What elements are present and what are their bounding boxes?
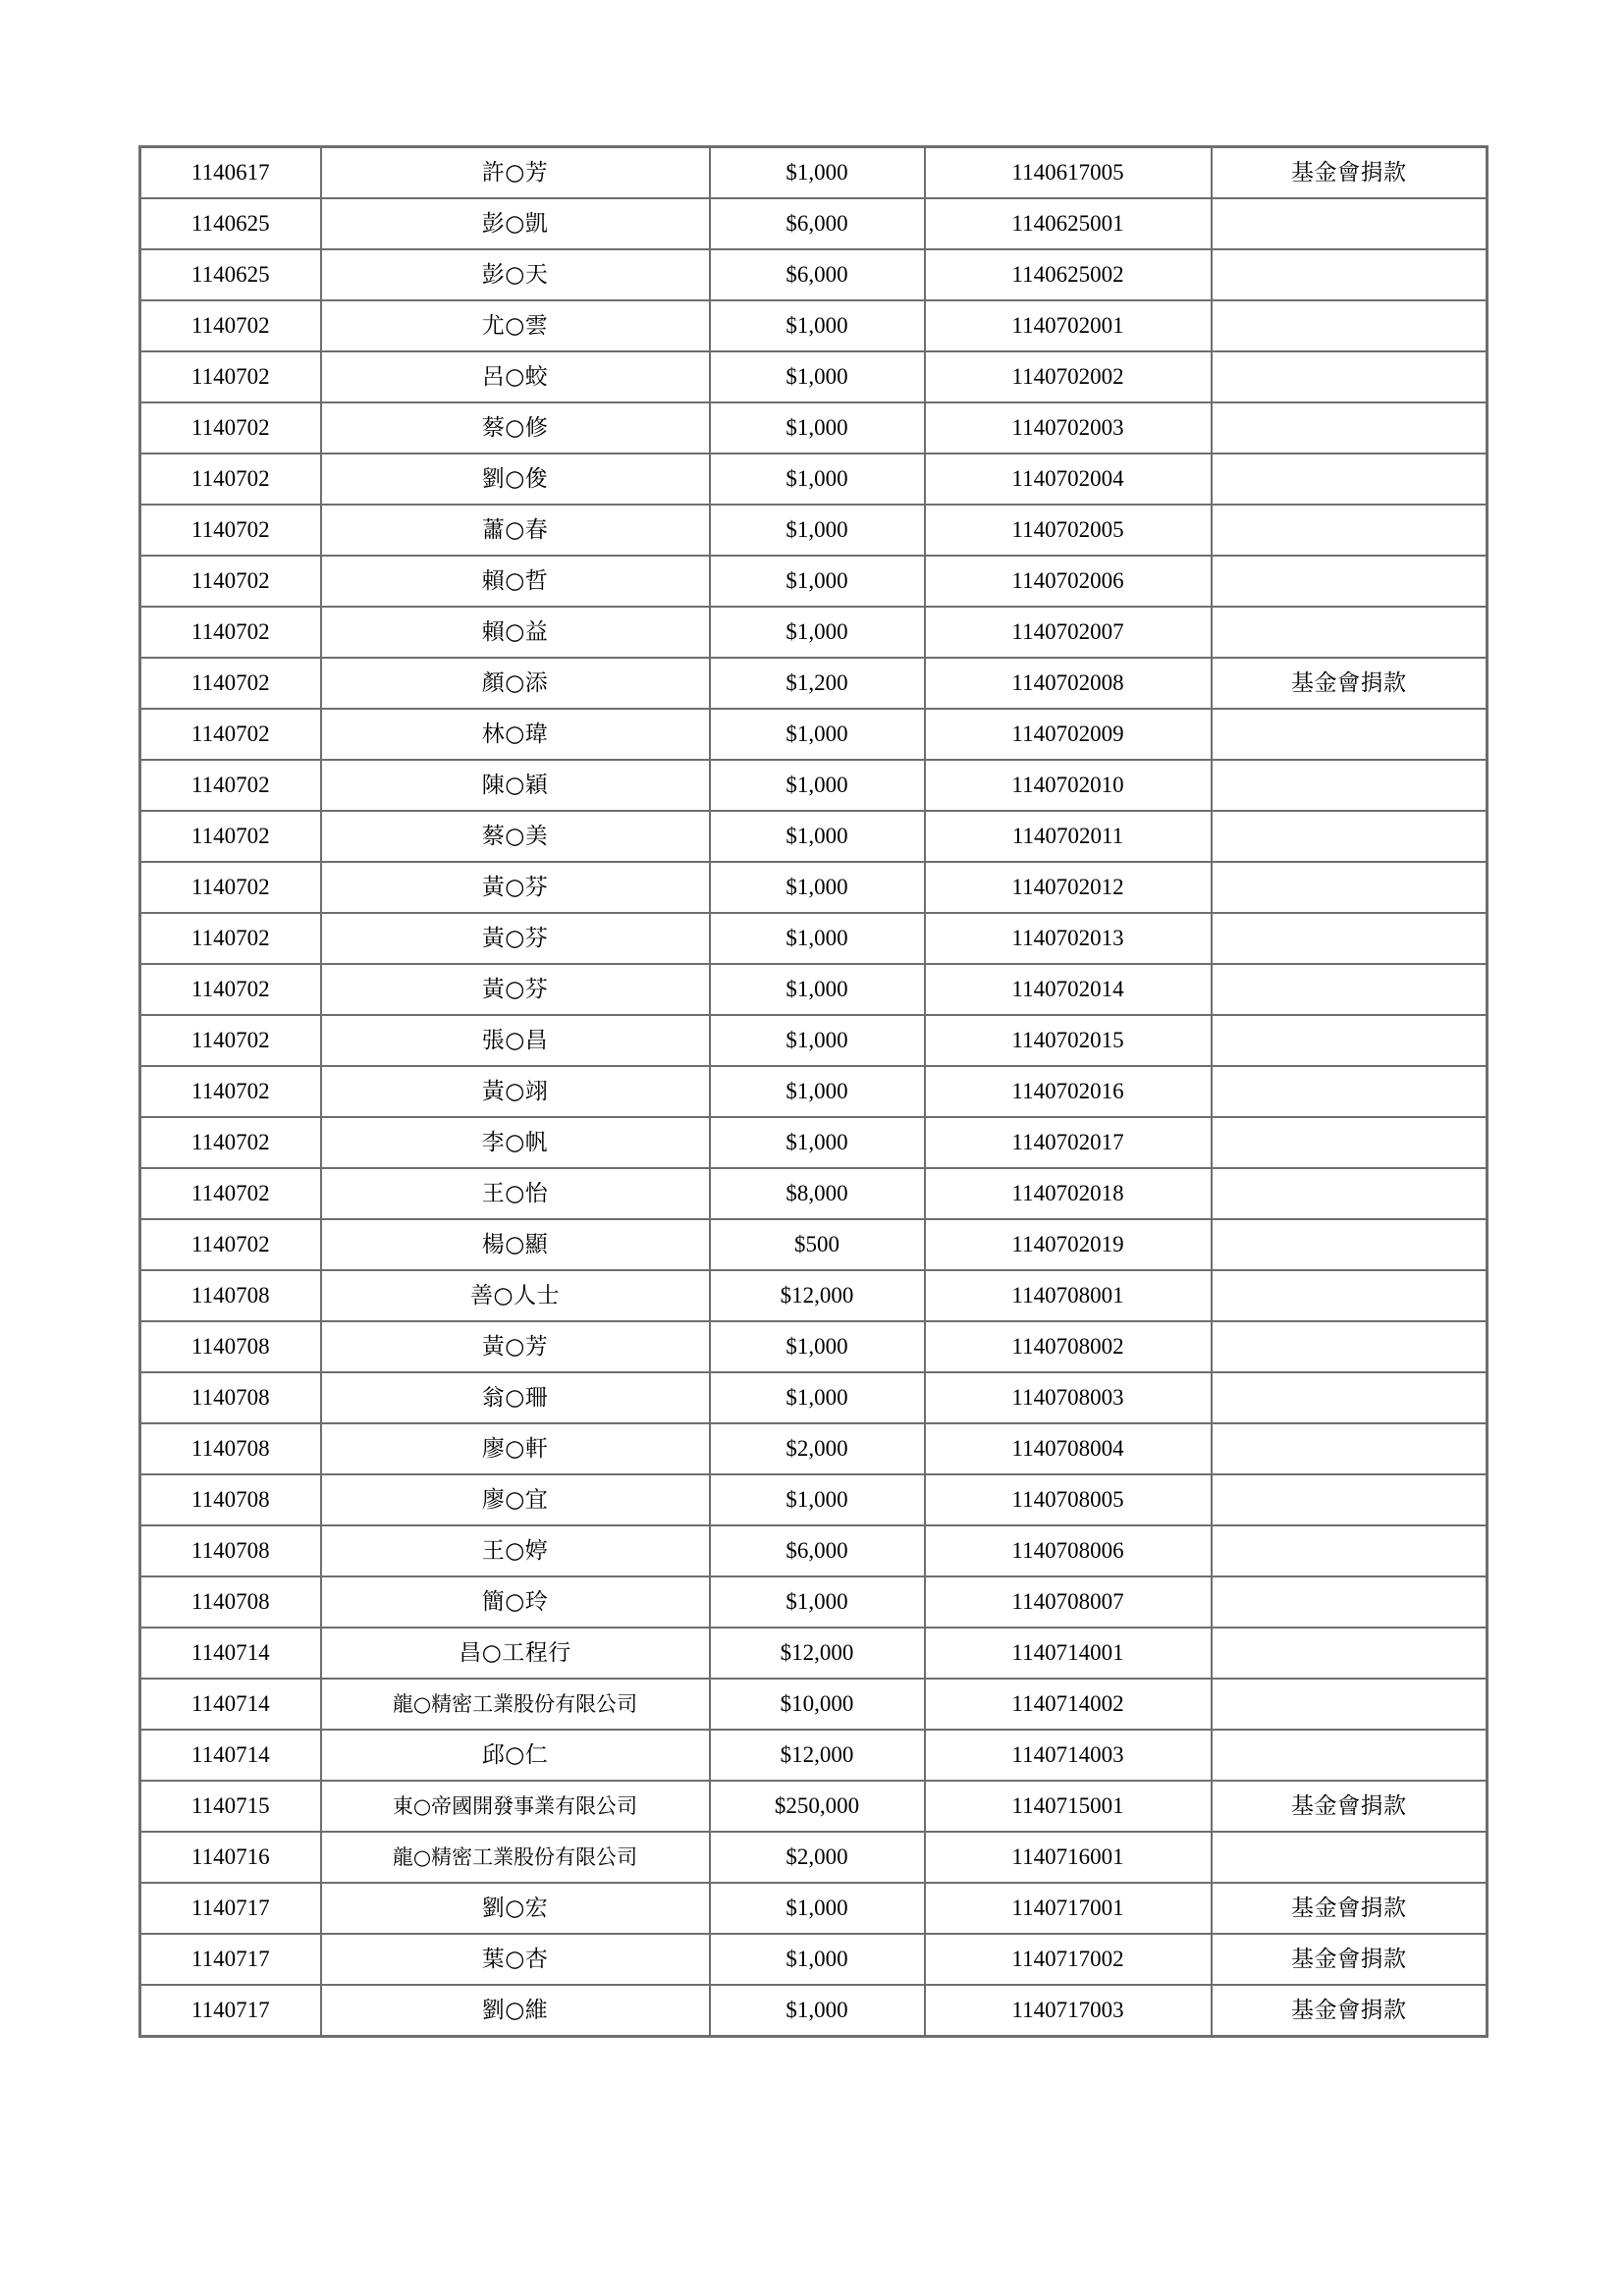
donation-amount-cell: $1,000 [710, 1985, 925, 2037]
donation-note-cell [1212, 556, 1488, 607]
receipt-number-cell: 1140702018 [925, 1168, 1212, 1219]
donation-date-cell: 1140708 [140, 1525, 321, 1576]
donor-name-cell: 陳○穎 [321, 760, 710, 811]
donation-amount-cell: $1,000 [710, 964, 925, 1015]
donation-date-cell: 1140714 [140, 1679, 321, 1730]
donor-name-cell: 善○人士 [321, 1270, 710, 1321]
donation-amount-cell: $1,000 [710, 607, 925, 658]
donation-note-cell [1212, 811, 1488, 862]
receipt-number-cell: 1140714003 [925, 1730, 1212, 1781]
table-row [140, 1883, 1488, 1934]
receipt-number-cell: 1140714002 [925, 1679, 1212, 1730]
receipt-number-cell: 1140702012 [925, 862, 1212, 913]
receipt-number-cell: 1140702016 [925, 1066, 1212, 1117]
donation-date-cell: 1140702 [140, 1015, 321, 1066]
donation-amount-cell: $12,000 [710, 1628, 925, 1679]
donation-note-cell: 基金會捐款 [1212, 658, 1488, 709]
table-row [140, 964, 1488, 1015]
donor-name-cell: 彭○天 [321, 249, 710, 300]
donation-note-cell [1212, 1423, 1488, 1474]
table-row [140, 862, 1488, 913]
donor-name-cell: 黃○芳 [321, 1321, 710, 1372]
table-row [140, 658, 1488, 709]
donation-amount-cell: $12,000 [710, 1270, 925, 1321]
table-row [140, 760, 1488, 811]
donation-amount-cell: $1,000 [710, 1015, 925, 1066]
receipt-number-cell: 1140717001 [925, 1883, 1212, 1934]
donation-date-cell: 1140702 [140, 1219, 321, 1270]
table-row [140, 607, 1488, 658]
receipt-number-cell: 1140716001 [925, 1832, 1212, 1883]
donation-amount-cell: $2,000 [710, 1423, 925, 1474]
table-row [140, 556, 1488, 607]
donation-amount-cell: $1,000 [710, 709, 925, 760]
table-row [140, 351, 1488, 402]
table-row [140, 1423, 1488, 1474]
donation-note-cell [1212, 913, 1488, 964]
donation-amount-cell: $8,000 [710, 1168, 925, 1219]
donation-amount-cell: $10,000 [710, 1679, 925, 1730]
receipt-number-cell: 1140708006 [925, 1525, 1212, 1576]
table-row [140, 454, 1488, 505]
receipt-number-cell: 1140702017 [925, 1117, 1212, 1168]
donation-amount-cell: $250,000 [710, 1781, 925, 1832]
receipt-number-cell: 1140714001 [925, 1628, 1212, 1679]
donation-note-cell [1212, 1066, 1488, 1117]
donation-note-cell: 基金會捐款 [1212, 147, 1488, 199]
donation-amount-cell: $500 [710, 1219, 925, 1270]
donation-amount-cell: $1,000 [710, 1474, 925, 1525]
donation-note-cell [1212, 1679, 1488, 1730]
donation-note-cell [1212, 300, 1488, 351]
donation-amount-cell: $1,000 [710, 1321, 925, 1372]
donor-name-cell: 廖○軒 [321, 1423, 710, 1474]
table-row [140, 709, 1488, 760]
receipt-number-cell: 1140717003 [925, 1985, 1212, 2037]
donation-amount-cell: $2,000 [710, 1832, 925, 1883]
donation-date-cell: 1140702 [140, 760, 321, 811]
donor-name-cell: 賴○益 [321, 607, 710, 658]
donor-name-cell: 黃○芬 [321, 913, 710, 964]
table-row [140, 1985, 1488, 2037]
receipt-number-cell: 1140625001 [925, 198, 1212, 249]
donation-date-cell: 1140708 [140, 1474, 321, 1525]
donation-note-cell [1212, 1832, 1488, 1883]
donation-amount-cell: $6,000 [710, 249, 925, 300]
donation-amount-cell: $1,000 [710, 147, 925, 199]
donation-amount-cell: $1,000 [710, 402, 925, 454]
donation-amount-cell: $1,000 [710, 1883, 925, 1934]
donor-name-cell: 賴○哲 [321, 556, 710, 607]
donor-name-cell: 王○婷 [321, 1525, 710, 1576]
table-row [140, 1832, 1488, 1883]
donation-date-cell: 1140717 [140, 1883, 321, 1934]
donation-date-cell: 1140708 [140, 1270, 321, 1321]
receipt-number-cell: 1140702009 [925, 709, 1212, 760]
donation-date-cell: 1140715 [140, 1781, 321, 1832]
donation-amount-cell: $1,000 [710, 760, 925, 811]
donation-date-cell: 1140717 [140, 1934, 321, 1985]
donation-date-cell: 1140714 [140, 1730, 321, 1781]
table-row [140, 402, 1488, 454]
donation-amount-cell: $1,000 [710, 1576, 925, 1628]
donation-amount-cell: $1,000 [710, 811, 925, 862]
table-row [140, 505, 1488, 556]
donation-table [138, 145, 1489, 2038]
table-row [140, 1679, 1488, 1730]
donation-amount-cell: $1,000 [710, 913, 925, 964]
donor-name-cell: 李○帆 [321, 1117, 710, 1168]
receipt-number-cell: 1140702006 [925, 556, 1212, 607]
donor-name-cell: 張○昌 [321, 1015, 710, 1066]
receipt-number-cell: 1140702004 [925, 454, 1212, 505]
table-row [140, 300, 1488, 351]
donor-name-cell: 蕭○春 [321, 505, 710, 556]
donation-date-cell: 1140716 [140, 1832, 321, 1883]
donation-date-cell: 1140625 [140, 198, 321, 249]
donation-date-cell: 1140702 [140, 505, 321, 556]
receipt-number-cell: 1140702013 [925, 913, 1212, 964]
receipt-number-cell: 1140702002 [925, 351, 1212, 402]
donation-note-cell [1212, 1525, 1488, 1576]
donation-date-cell: 1140708 [140, 1423, 321, 1474]
donation-note-cell [1212, 1372, 1488, 1423]
table-row [140, 1372, 1488, 1423]
donation-amount-cell: $1,000 [710, 862, 925, 913]
donor-name-cell: 昌○工程行 [321, 1628, 710, 1679]
receipt-number-cell: 1140702015 [925, 1015, 1212, 1066]
donation-date-cell: 1140702 [140, 709, 321, 760]
donor-name-cell: 顏○添 [321, 658, 710, 709]
table-row [140, 1321, 1488, 1372]
receipt-number-cell: 1140702011 [925, 811, 1212, 862]
donation-note-cell [1212, 1576, 1488, 1628]
donation-note-cell: 基金會捐款 [1212, 1934, 1488, 1985]
donation-date-cell: 1140714 [140, 1628, 321, 1679]
table-row [140, 1168, 1488, 1219]
donor-name-cell: 劉○俊 [321, 454, 710, 505]
donation-note-cell [1212, 1219, 1488, 1270]
donor-name-cell: 簡○玲 [321, 1576, 710, 1628]
donation-note-cell: 基金會捐款 [1212, 1781, 1488, 1832]
donor-name-cell: 劉○宏 [321, 1883, 710, 1934]
donor-name-cell: 黃○翊 [321, 1066, 710, 1117]
donation-amount-cell: $1,000 [710, 1066, 925, 1117]
donation-date-cell: 1140717 [140, 1985, 321, 2037]
donation-note-cell [1212, 607, 1488, 658]
donation-note-cell [1212, 1015, 1488, 1066]
table-row [140, 1219, 1488, 1270]
donation-note-cell [1212, 1270, 1488, 1321]
receipt-number-cell: 1140702005 [925, 505, 1212, 556]
receipt-number-cell: 1140702010 [925, 760, 1212, 811]
receipt-number-cell: 1140708003 [925, 1372, 1212, 1423]
donation-date-cell: 1140702 [140, 862, 321, 913]
donation-note-cell [1212, 402, 1488, 454]
donor-name-cell: 蔡○修 [321, 402, 710, 454]
donation-note-cell [1212, 454, 1488, 505]
donation-amount-cell: $1,000 [710, 1372, 925, 1423]
donation-amount-cell: $1,000 [710, 505, 925, 556]
donor-name-cell: 龍○精密工業股份有限公司 [321, 1832, 710, 1883]
receipt-number-cell: 1140708005 [925, 1474, 1212, 1525]
donor-name-cell: 王○怡 [321, 1168, 710, 1219]
donation-note-cell [1212, 1117, 1488, 1168]
donation-note-cell [1212, 505, 1488, 556]
table-row [140, 249, 1488, 300]
donation-date-cell: 1140702 [140, 607, 321, 658]
donation-amount-cell: $6,000 [710, 1525, 925, 1576]
table-row [140, 198, 1488, 249]
donation-date-cell: 1140702 [140, 811, 321, 862]
table-row [140, 1066, 1488, 1117]
donation-amount-cell: $1,000 [710, 454, 925, 505]
donation-amount-cell: $1,000 [710, 300, 925, 351]
donor-name-cell: 尤○雲 [321, 300, 710, 351]
donation-note-cell: 基金會捐款 [1212, 1985, 1488, 2037]
receipt-number-cell: 1140702019 [925, 1219, 1212, 1270]
donor-name-cell: 楊○顯 [321, 1219, 710, 1270]
table-row [140, 1474, 1488, 1525]
donation-date-cell: 1140708 [140, 1576, 321, 1628]
donor-name-cell: 廖○宜 [321, 1474, 710, 1525]
donation-date-cell: 1140702 [140, 1168, 321, 1219]
donation-date-cell: 1140702 [140, 454, 321, 505]
table-row [140, 1781, 1488, 1832]
donation-note-cell [1212, 1628, 1488, 1679]
donor-name-cell: 葉○杏 [321, 1934, 710, 1985]
table-row [140, 147, 1488, 199]
donation-amount-cell: $1,200 [710, 658, 925, 709]
donation-amount-cell: $1,000 [710, 556, 925, 607]
donation-date-cell: 1140702 [140, 964, 321, 1015]
donation-note-cell [1212, 1168, 1488, 1219]
donation-date-cell: 1140702 [140, 300, 321, 351]
receipt-number-cell: 1140708002 [925, 1321, 1212, 1372]
donation-note-cell: 基金會捐款 [1212, 1883, 1488, 1934]
donation-note-cell [1212, 351, 1488, 402]
receipt-number-cell: 1140715001 [925, 1781, 1212, 1832]
donation-date-cell: 1140625 [140, 249, 321, 300]
donor-name-cell: 林○瑋 [321, 709, 710, 760]
donation-date-cell: 1140702 [140, 351, 321, 402]
receipt-number-cell: 1140708007 [925, 1576, 1212, 1628]
receipt-number-cell: 1140625002 [925, 249, 1212, 300]
donation-date-cell: 1140702 [140, 1066, 321, 1117]
donor-name-cell: 彭○凱 [321, 198, 710, 249]
donation-note-cell [1212, 1730, 1488, 1781]
receipt-number-cell: 1140617005 [925, 147, 1212, 199]
receipt-number-cell: 1140702014 [925, 964, 1212, 1015]
donation-note-cell [1212, 709, 1488, 760]
receipt-number-cell: 1140702001 [925, 300, 1212, 351]
receipt-number-cell: 1140702008 [925, 658, 1212, 709]
donation-table-body [140, 147, 1488, 2037]
donor-name-cell: 龍○精密工業股份有限公司 [321, 1679, 710, 1730]
receipt-number-cell: 1140708004 [925, 1423, 1212, 1474]
donation-note-cell [1212, 760, 1488, 811]
donor-name-cell: 劉○維 [321, 1985, 710, 2037]
table-row [140, 1628, 1488, 1679]
donor-name-cell: 許○芳 [321, 147, 710, 199]
receipt-number-cell: 1140702003 [925, 402, 1212, 454]
donor-name-cell: 邱○仁 [321, 1730, 710, 1781]
donor-name-cell: 翁○珊 [321, 1372, 710, 1423]
table-row [140, 1270, 1488, 1321]
table-row [140, 1730, 1488, 1781]
donation-date-cell: 1140708 [140, 1321, 321, 1372]
donation-amount-cell: $1,000 [710, 1117, 925, 1168]
donation-date-cell: 1140702 [140, 556, 321, 607]
donation-date-cell: 1140702 [140, 658, 321, 709]
donor-name-cell: 呂○蛟 [321, 351, 710, 402]
donation-note-cell [1212, 1321, 1488, 1372]
receipt-number-cell: 1140717002 [925, 1934, 1212, 1985]
receipt-number-cell: 1140708001 [925, 1270, 1212, 1321]
donation-date-cell: 1140708 [140, 1372, 321, 1423]
table-row [140, 1576, 1488, 1628]
table-row [140, 811, 1488, 862]
receipt-number-cell: 1140702007 [925, 607, 1212, 658]
donation-note-cell [1212, 964, 1488, 1015]
donor-name-cell: 黃○芬 [321, 862, 710, 913]
donation-amount-cell: $1,000 [710, 351, 925, 402]
donation-date-cell: 1140702 [140, 913, 321, 964]
donation-date-cell: 1140702 [140, 1117, 321, 1168]
donation-date-cell: 1140617 [140, 147, 321, 199]
donor-name-cell: 蔡○美 [321, 811, 710, 862]
donation-note-cell [1212, 249, 1488, 300]
donor-name-cell: 東○帝國開發事業有限公司 [321, 1781, 710, 1832]
donation-note-cell [1212, 198, 1488, 249]
donation-amount-cell: $6,000 [710, 198, 925, 249]
donation-note-cell [1212, 862, 1488, 913]
donation-note-cell [1212, 1474, 1488, 1525]
table-row [140, 1525, 1488, 1576]
donation-date-cell: 1140702 [140, 402, 321, 454]
donation-amount-cell: $12,000 [710, 1730, 925, 1781]
donor-name-cell: 黃○芬 [321, 964, 710, 1015]
table-row [140, 913, 1488, 964]
table-row [140, 1015, 1488, 1066]
donation-amount-cell: $1,000 [710, 1934, 925, 1985]
table-row [140, 1934, 1488, 1985]
table-row [140, 1117, 1488, 1168]
